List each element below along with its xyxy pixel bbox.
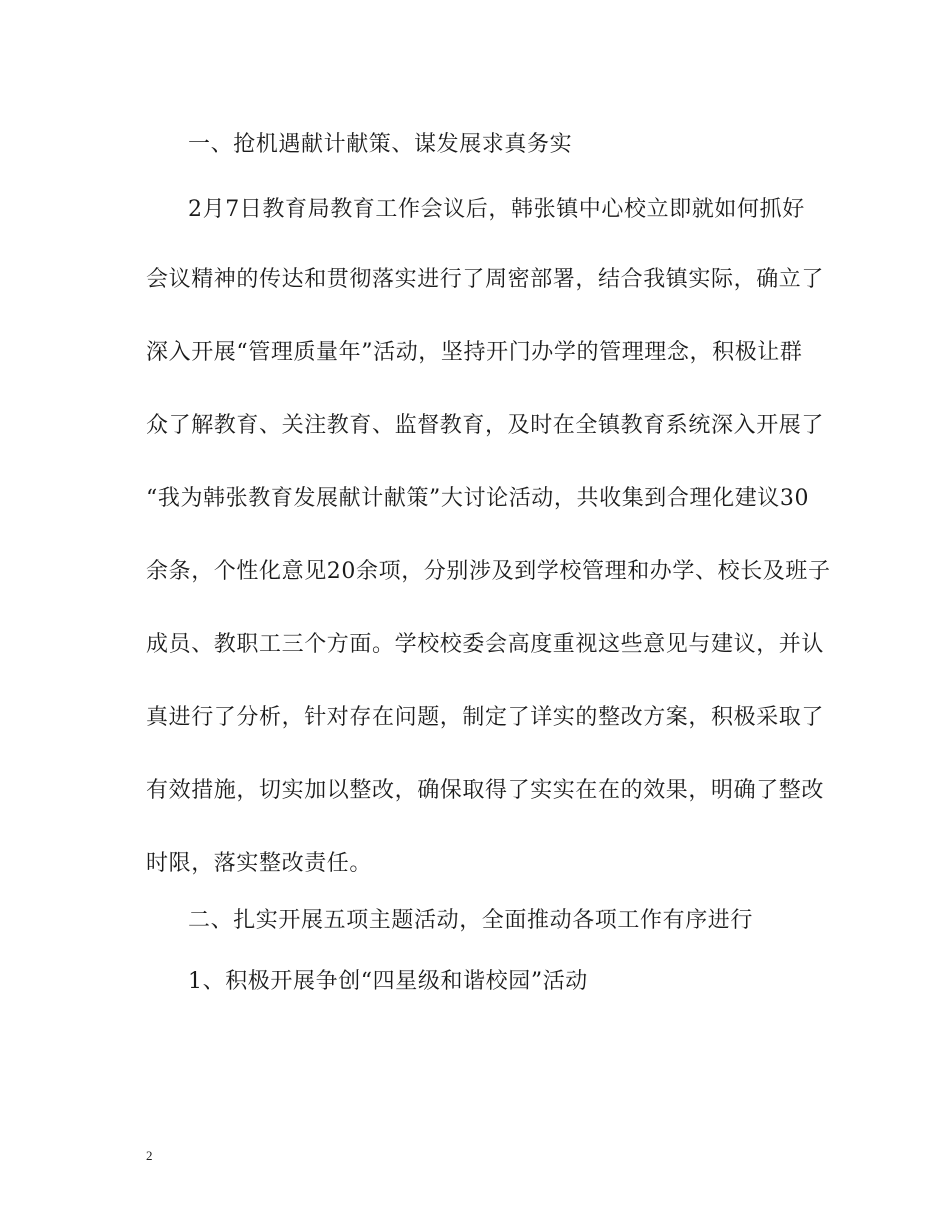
paragraph-line: 深入开展“管理质量年”活动，坚持开门办学的管理理念，积极让群	[146, 340, 803, 365]
paragraph-line: 有效措施，切实加以整改，确保取得了实实在在的效果，明确了整改	[146, 778, 825, 803]
paragraph-line: 真进行了分析，针对存在问题，制定了详实的整改方案，积极采取了	[146, 705, 825, 730]
paragraph-line: 会议精神的传达和贯彻落实进行了周密部署，结合我镇实际，确立了	[146, 267, 825, 292]
paragraph-line: 2月7日教育局教育工作会议后，韩张镇中心校立即就如何抓好	[188, 197, 805, 222]
page-number: 2	[146, 1148, 153, 1163]
paragraph-line: “我为韩张教育发展献计献策”大讨论活动，共收集到合理化建议30	[146, 486, 810, 511]
paragraph-line: 时限，落实整改责任。	[146, 851, 373, 876]
section-heading-2: 二、扎实开展五项主题活动，全面推动各项工作有序进行	[188, 908, 754, 933]
paragraph-line: 成员、教职工三个方面。学校校委会高度重视这些意见与建议，并认	[146, 632, 825, 657]
paragraph-line: 众了解教育、关注教育、监督教育，及时在全镇教育系统深入开展了	[146, 413, 825, 438]
subsection-heading-1: 1、积极开展争创“四星级和谐校园”活动	[188, 969, 588, 994]
section-heading-1: 一、抢机遇献计献策、谋发展求真务实	[188, 132, 573, 157]
paragraph-line: 余条，个性化意见20余项，分别涉及到学校管理和办学、校长及班子	[146, 559, 831, 584]
